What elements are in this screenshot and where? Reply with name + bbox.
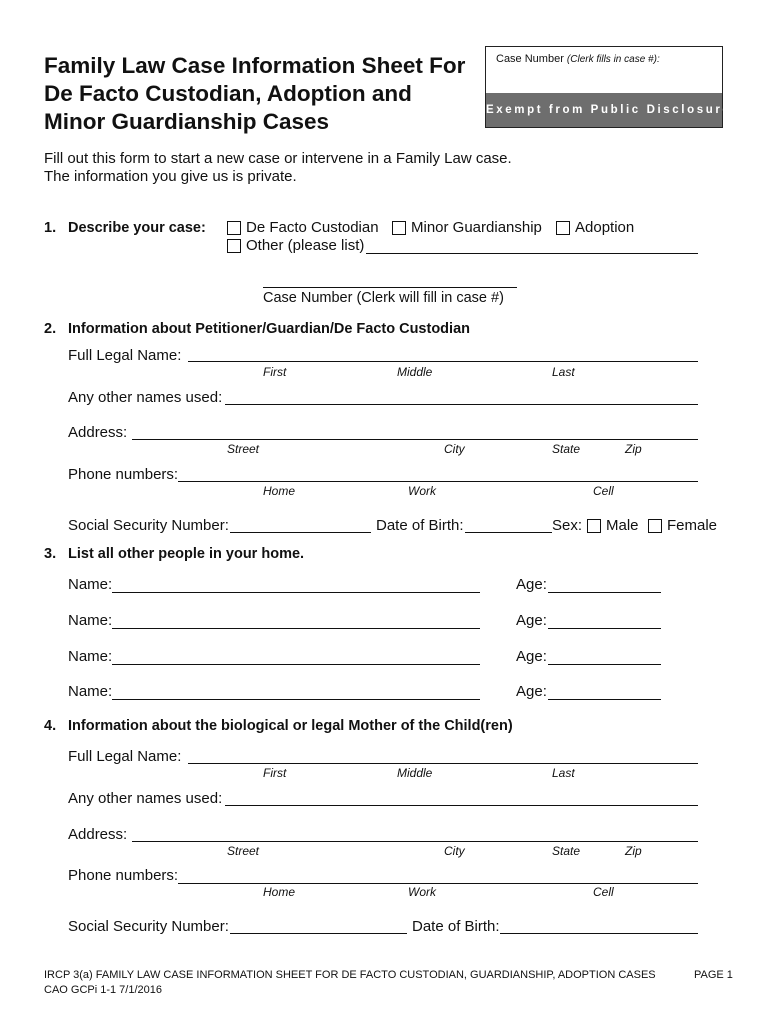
exempt-banner: Exempt from Public Disclosure (486, 93, 722, 127)
household-name-field-1[interactable] (112, 592, 480, 593)
household-name-field-4[interactable] (112, 699, 480, 700)
mother-city-caption: City (444, 844, 465, 858)
mother-ssn-field[interactable] (230, 933, 407, 934)
petitioner-home-caption: Home (263, 484, 296, 498)
footer-form-title: IRCP 3(a) FAMILY LAW CASE INFORMATION SHEET FOR DE FACTO CUSTODIAN, GUARDIANSHIP, ADOPTION CASES (44, 969, 656, 981)
option-adoption: Adoption (575, 219, 635, 236)
petitioner-other-names-label: Any other names used: (68, 389, 223, 406)
mother-full-name-field[interactable] (188, 763, 698, 764)
household-name-label-2: Name: (68, 612, 113, 629)
clerk-case-number-field[interactable] (263, 287, 517, 288)
petitioner-full-name-label: Full Legal Name: (68, 347, 182, 364)
petitioner-ssn-field[interactable] (230, 532, 371, 533)
mother-state-caption: State (552, 844, 581, 858)
section2-number: 2. (44, 321, 57, 337)
checkbox-minor-guardianship[interactable] (392, 221, 406, 235)
household-name-label-3: Name: (68, 648, 113, 665)
petitioner-dob-label: Date of Birth: (376, 517, 464, 534)
household-age-field-3[interactable] (548, 664, 661, 665)
mother-other-names-field[interactable] (225, 805, 698, 806)
mother-zip-caption: Zip (625, 844, 642, 858)
other-case-type-field[interactable] (366, 253, 698, 254)
checkbox-adoption[interactable] (556, 221, 570, 235)
case-number-note: (Clerk fills in case #): (566, 54, 660, 65)
option-de-facto-custodian: De Facto Custodian (246, 219, 379, 236)
mother-work-caption: Work (408, 885, 436, 899)
mother-home-caption: Home (263, 885, 296, 899)
household-age-label-1: Age: (516, 576, 547, 593)
section3-heading: List all other people in your home. (68, 546, 305, 562)
petitioner-street-caption: Street (227, 442, 260, 456)
petitioner-female-label: Female (667, 517, 718, 534)
household-age-label-3: Age: (516, 648, 547, 665)
petitioner-city-caption: City (444, 442, 465, 456)
mother-ssn-label: Social Security Number: (68, 918, 229, 935)
section1-number: 1. (44, 220, 57, 236)
intro-line-2: The information you give us is private. (44, 168, 297, 185)
mother-other-names-label: Any other names used: (68, 790, 223, 807)
household-name-field-2[interactable] (112, 628, 480, 629)
petitioner-other-names-field[interactable] (225, 404, 698, 405)
petitioner-first-caption: First (263, 365, 287, 379)
petitioner-sex-label: Sex: (552, 517, 583, 534)
petitioner-male-label: Male (606, 517, 639, 534)
section1-heading: Describe your case: (68, 220, 206, 236)
checkbox-female[interactable] (648, 519, 662, 533)
petitioner-address-field[interactable] (132, 439, 698, 440)
mother-last-caption: Last (552, 766, 575, 780)
petitioner-work-caption: Work (408, 484, 436, 498)
clerk-case-number-caption: Case Number (Clerk will fill in case #) (263, 290, 504, 306)
household-name-field-3[interactable] (112, 664, 480, 665)
form-title-line-3: Minor Guardianship Cases (44, 109, 330, 134)
checkbox-de-facto-custodian[interactable] (227, 221, 241, 235)
household-age-field-4[interactable] (548, 699, 661, 700)
mother-address-field[interactable] (132, 841, 698, 842)
mother-dob-field[interactable] (500, 933, 698, 934)
petitioner-cell-caption: Cell (593, 484, 614, 498)
petitioner-zip-caption: Zip (625, 442, 642, 456)
checkbox-other[interactable] (227, 239, 241, 253)
form-title-line-1: Family Law Case Information Sheet For (44, 53, 466, 78)
petitioner-phone-label: Phone numbers: (68, 466, 179, 483)
form-title (44, 52, 484, 136)
petitioner-address-label: Address: (68, 424, 128, 441)
household-name-label-1: Name: (68, 576, 113, 593)
section4-heading: Information about the biological or legal Mother of the Child(ren) (68, 718, 513, 734)
mother-dob-label: Date of Birth: (412, 918, 500, 935)
section2-heading: Information about Petitioner/Guardian/De Facto Custodian (68, 321, 470, 337)
petitioner-state-caption: State (552, 442, 581, 456)
case-number-box-label (496, 53, 660, 65)
household-name-label-4: Name: (68, 683, 113, 700)
mother-address-label: Address: (68, 826, 128, 843)
household-age-field-2[interactable] (548, 628, 661, 629)
option-other: Other (please list) (246, 237, 365, 254)
mother-cell-caption: Cell (593, 885, 614, 899)
case-number-box[interactable] (485, 46, 732, 128)
petitioner-last-caption: Last (552, 365, 575, 379)
petitioner-ssn-label: Social Security Number: (68, 517, 229, 534)
mother-phone-field[interactable] (178, 883, 698, 884)
petitioner-full-name-field[interactable] (188, 361, 698, 362)
section3-number: 3. (44, 546, 57, 562)
intro-line-1: Fill out this form to start a new case or intervene in a Family Law case. (44, 150, 512, 167)
footer-form-code: CAO GCPi 1-1 7/1/2016 (44, 984, 163, 996)
mother-first-caption: First (263, 766, 287, 780)
petitioner-phone-field[interactable] (178, 481, 698, 482)
household-age-field-1[interactable] (548, 592, 661, 593)
case-number-label: Case Number (496, 53, 564, 65)
form-title-line-2: De Facto Custodian, Adoption and (44, 81, 412, 106)
checkbox-male[interactable] (587, 519, 601, 533)
option-minor-guardianship: Minor Guardianship (411, 219, 542, 236)
mother-full-name-label: Full Legal Name: (68, 748, 182, 765)
mother-middle-caption: Middle (397, 766, 433, 780)
mother-street-caption: Street (227, 844, 260, 858)
household-age-label-4: Age: (516, 683, 547, 700)
petitioner-dob-field[interactable] (465, 532, 552, 533)
household-age-label-2: Age: (516, 612, 547, 629)
mother-phone-label: Phone numbers: (68, 867, 179, 884)
footer-page-number: PAGE 1 (694, 969, 733, 981)
petitioner-middle-caption: Middle (397, 365, 433, 379)
section4-number: 4. (44, 718, 57, 734)
